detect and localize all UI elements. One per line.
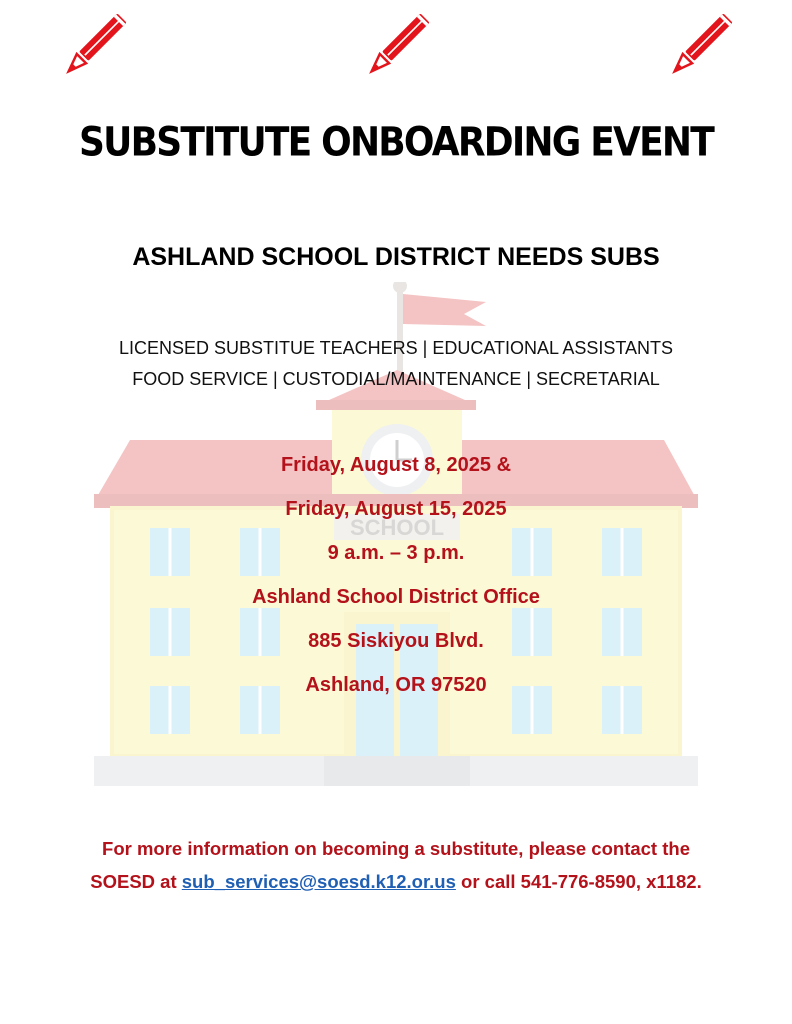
pencil-icon-center (355, 6, 437, 88)
contact-prefix: SOESD at (90, 871, 177, 892)
event-date-1: Friday, August 8, 2025 & (280, 454, 512, 476)
school-sign-text: SCHOOL (349, 515, 445, 540)
event-street: 885 Siskiyou Blvd. (308, 630, 484, 652)
page-subtitle: ASHLAND SCHOOL DISTRICT NEEDS SUBS (132, 243, 660, 271)
event-city: Ashland, OR 97520 (305, 674, 487, 696)
page-title: SUBSTITUTE ONBOARDING EVENT (79, 119, 713, 166)
contact-email-link[interactable]: sub_services@soesd.k12.or.us (181, 871, 456, 892)
pencil-icon (52, 6, 134, 88)
pencil-icon (658, 6, 740, 88)
event-date-2: Friday, August 15, 2025 (285, 498, 507, 520)
roles-list (0, 335, 792, 397)
contact-line-2 (0, 867, 792, 900)
contact-info (0, 834, 792, 900)
roles-line-2: FOOD SERVICE | CUSTODIAL/MAINTENANCE | SECRETARIAL (132, 369, 660, 389)
event-time: 9 a.m. – 3 p.m. (327, 542, 465, 564)
pencil-icon-left (52, 6, 134, 88)
pencil-icon (355, 6, 437, 88)
roles-line-1: LICENSED SUBSTITUE TEACHERS | EDUCATIONAL ASSISTANTS (118, 338, 674, 358)
pencil-icon-right (658, 6, 740, 88)
contact-suffix: or call 541-776-8590, x1182. (461, 871, 702, 892)
event-location: Ashland School District Office (252, 586, 540, 608)
event-details (0, 448, 792, 712)
contact-line-1: For more information on becoming a substitute, please contact the (102, 838, 690, 859)
